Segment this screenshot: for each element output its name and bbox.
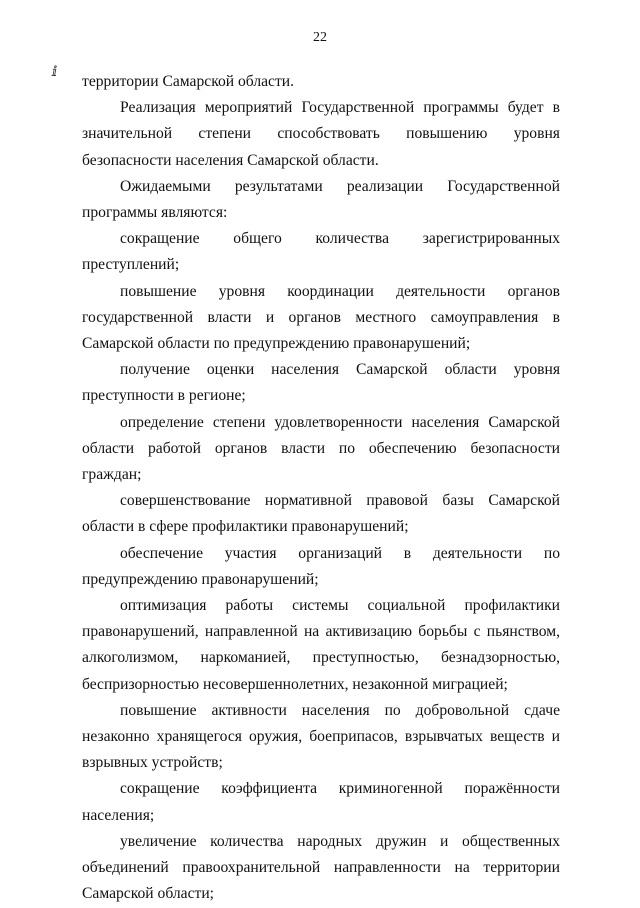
paragraph-implementation: Реализация мероприятий Государственной программы будет в значительной степени способствовать повышению уровня безопасности населения Самарской области.: [82, 99, 560, 169]
list-item: сокращение коэффициента криминогенной поражённости населения;: [82, 780, 560, 824]
margin-mark: ⅈ: [52, 65, 58, 80]
list-item: оптимизация работы системы социальной профилактики правонарушений, направленной на активизацию борьбы с пьянством, алкоголизмом, наркоманией, преступностью, безнадзорностью, беспризорностью несовершеннолетних, незаконной миграцией;: [82, 597, 560, 693]
list-item: увеличение количества народных дружин и общественных объединений правоохранительной направленности на территории Самарской области;: [82, 832, 560, 903]
list-item: совершенствование нормативной правовой базы Самарской области в сфере профилактики правонарушений;: [82, 492, 560, 536]
list-item: получение оценки населения Самарской области уровня преступности в регионе;: [82, 361, 560, 405]
document-body: [82, 69, 560, 908]
paragraph-continuation: территории Самарской области.: [82, 73, 295, 90]
paragraph-expected-results: Ожидаемыми результатами реализации Государственной программы являются:: [82, 177, 560, 222]
page-number: 22: [313, 30, 327, 45]
list-item: повышение активности населения по добровольной сдаче незаконно хранящегося оружия, боеприпасов, взрывчатых веществ и взрывных устройств;: [82, 701, 560, 772]
list-item: сокращение общего количества зарегистрированных преступлений;: [82, 230, 560, 274]
list-item: определение степени удовлетворенности населения Самарской области работой органов власти по обеспечению безопасности граждан;: [82, 413, 560, 484]
list-item: повышение уровня координации деятельности органов государственной власти и органов местного самоуправления в Самарской области по предупреждению правонарушений;: [82, 282, 560, 353]
list-item: обеспечение участия организаций в деятельности по предупреждению правонарушений;: [82, 544, 560, 588]
